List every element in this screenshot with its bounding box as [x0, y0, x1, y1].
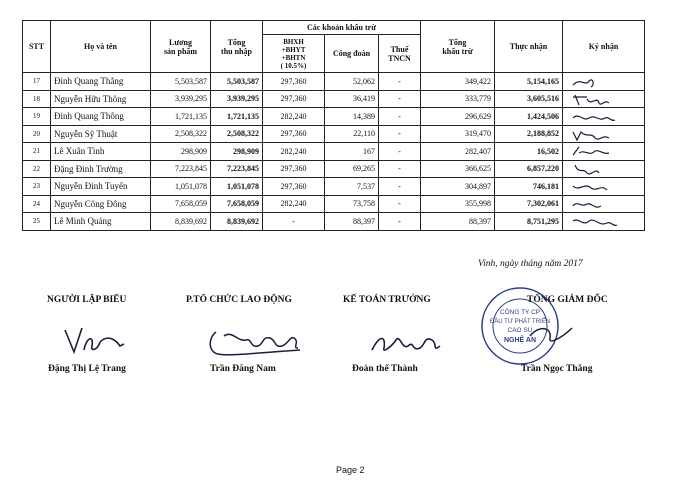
cell-income: 3,939,295 — [211, 90, 263, 108]
cell-salary: 5,503,587 — [151, 73, 211, 91]
signature-cell — [563, 178, 645, 196]
cell-net-pay: 5,154,165 — [495, 73, 563, 91]
payroll-table — [22, 20, 645, 231]
handwritten-signature — [563, 178, 643, 194]
role-general-director: TỔNG GIÁM ĐỐC — [527, 295, 608, 305]
cell-insurance: 297,360 — [263, 178, 325, 196]
cell-salary: 3,939,295 — [151, 90, 211, 108]
cell-total-deductions: 349,422 — [421, 73, 495, 91]
cell-salary: 2,508,322 — [151, 125, 211, 143]
cell-salary: 298,909 — [151, 143, 211, 161]
signature-cell — [563, 160, 645, 178]
cell-tax: - — [379, 143, 421, 161]
table-row — [23, 125, 645, 143]
cell-tax: - — [379, 213, 421, 231]
cell-insurance: 297,360 — [263, 125, 325, 143]
handwritten-signature — [563, 213, 643, 229]
handwritten-signature — [563, 91, 643, 107]
signature-cell — [563, 90, 645, 108]
svg-text:NGHỆ AN: NGHỆ AN — [503, 337, 537, 344]
cell-insurance: - — [263, 213, 325, 231]
cell-salary: 1,051,078 — [151, 178, 211, 196]
cell-stt: 17 — [23, 73, 51, 91]
cell-tax: - — [379, 73, 421, 91]
header-union: Công đoàn — [325, 35, 379, 73]
cell-insurance: 297,360 — [263, 73, 325, 91]
cell-stt: 25 — [23, 213, 51, 231]
preparer-signature — [60, 320, 130, 358]
signature-cell — [563, 195, 645, 213]
cell-income: 2,508,322 — [211, 125, 263, 143]
cell-net-pay: 746,181 — [495, 178, 563, 196]
table-row — [23, 178, 645, 196]
signature-cell — [563, 125, 645, 143]
handwritten-signature — [563, 108, 643, 124]
handwritten-signature — [563, 126, 643, 142]
cell-net-pay: 3,605,516 — [495, 90, 563, 108]
header-tax: Thuế TNCN — [379, 35, 421, 73]
cell-tax: - — [379, 178, 421, 196]
cell-net-pay: 7,302,061 — [495, 195, 563, 213]
table-row — [23, 108, 645, 126]
signature-cell — [563, 143, 645, 161]
cell-total-deductions: 282,407 — [421, 143, 495, 161]
table-row — [23, 73, 645, 91]
cell-income: 8,839,692 — [211, 213, 263, 231]
cell-name: Nguyễn Sỹ Thuật — [51, 125, 151, 143]
table-row — [23, 143, 645, 161]
cell-salary: 7,658,059 — [151, 195, 211, 213]
labor-dept-name: Trần Đăng Nam — [210, 364, 276, 374]
date-line: Vinh, ngày tháng năm 2017 — [478, 259, 583, 269]
cell-total-deductions: 304,897 — [421, 178, 495, 196]
role-preparer: NGƯỜI LẬP BIỂU — [47, 295, 127, 305]
cell-income: 7,658,059 — [211, 195, 263, 213]
cell-stt: 18 — [23, 90, 51, 108]
cell-total-deductions: 366,625 — [421, 160, 495, 178]
handwritten-signature — [563, 143, 643, 159]
header-deductions-group: Các khoản khấu trừ — [263, 21, 421, 35]
cell-name: Lê Xuân Tình — [51, 143, 151, 161]
chief-accountant-name: Đoàn thế Thành — [352, 364, 418, 374]
signature-cell — [563, 213, 645, 231]
cell-total-deductions: 319,470 — [421, 125, 495, 143]
signature-cell — [563, 73, 645, 91]
cell-name: Đinh Quang Thông — [51, 108, 151, 126]
cell-income: 1,051,078 — [211, 178, 263, 196]
cell-tax: - — [379, 160, 421, 178]
cell-name: Lê Minh Quảng — [51, 213, 151, 231]
cell-total-deductions: 355,998 — [421, 195, 495, 213]
chief-accountant-signature — [366, 324, 446, 358]
cell-tax: - — [379, 90, 421, 108]
cell-union: 69,265 — [325, 160, 379, 178]
cell-union: 167 — [325, 143, 379, 161]
header-name: Họ và tên — [51, 21, 151, 73]
cell-income: 1,721,135 — [211, 108, 263, 126]
cell-stt: 19 — [23, 108, 51, 126]
cell-name: Nguyễn Công Đông — [51, 195, 151, 213]
header-income: Tổng thu nhập — [211, 21, 263, 73]
cell-income: 5,503,587 — [211, 73, 263, 91]
cell-net-pay: 1,424,506 — [495, 108, 563, 126]
cell-tax: - — [379, 125, 421, 143]
cell-tax: - — [379, 195, 421, 213]
cell-insurance: 282,240 — [263, 195, 325, 213]
cell-union: 73,758 — [325, 195, 379, 213]
header-signature: Ký nhận — [563, 21, 645, 73]
header-salary: Lương sản phẩm — [151, 21, 211, 73]
cell-tax: - — [379, 108, 421, 126]
table-row — [23, 160, 645, 178]
role-labor-dept: P.TỔ CHỨC LAO ĐỘNG — [186, 295, 292, 305]
cell-total-deductions: 333,779 — [421, 90, 495, 108]
company-seal — [460, 284, 580, 368]
labor-dept-signature — [204, 318, 314, 362]
cell-union: 36,419 — [325, 90, 379, 108]
cell-insurance: 297,360 — [263, 90, 325, 108]
cell-insurance: 282,240 — [263, 143, 325, 161]
cell-insurance: 282,240 — [263, 108, 325, 126]
cell-union: 52,062 — [325, 73, 379, 91]
cell-income: 7,223,845 — [211, 160, 263, 178]
header-net-pay: Thực nhận — [495, 21, 563, 73]
header-insurance: BHXH +BHYT +BHTN ( 10.5%) — [263, 35, 325, 73]
handwritten-signature — [563, 161, 643, 177]
cell-union: 7,537 — [325, 178, 379, 196]
svg-text:CÔNG TY CP: CÔNG TY CP — [499, 309, 541, 316]
cell-union: 14,389 — [325, 108, 379, 126]
header-total-deductions: Tổng khấu trừ — [421, 21, 495, 73]
cell-stt: 20 — [23, 125, 51, 143]
cell-insurance: 297,360 — [263, 160, 325, 178]
cell-stt: 21 — [23, 143, 51, 161]
cell-name: Nguyễn Đình Tuyến — [51, 178, 151, 196]
svg-text:CAO SU: CAO SU — [507, 327, 533, 334]
cell-salary: 8,839,692 — [151, 213, 211, 231]
cell-net-pay: 16,502 — [495, 143, 563, 161]
cell-net-pay: 6,857,220 — [495, 160, 563, 178]
role-chief-accountant: KẾ TOÁN TRƯỞNG — [343, 295, 431, 305]
cell-total-deductions: 88,397 — [421, 213, 495, 231]
cell-salary: 7,223,845 — [151, 160, 211, 178]
cell-net-pay: 2,188,852 — [495, 125, 563, 143]
table-row — [23, 195, 645, 213]
signature-cell — [563, 108, 645, 126]
cell-stt: 23 — [23, 178, 51, 196]
svg-text:ĐẦU TƯ PHÁT TRIỂN: ĐẦU TƯ PHÁT TRIỂN — [489, 319, 551, 325]
general-director-name: Trần Ngọc Thắng — [521, 364, 593, 374]
cell-name: Nguyễn Hữu Thông — [51, 90, 151, 108]
cell-salary: 1,721,135 — [151, 108, 211, 126]
cell-income: 298,909 — [211, 143, 263, 161]
header-stt: STT — [23, 21, 51, 73]
handwritten-signature — [563, 73, 643, 89]
cell-union: 22,110 — [325, 125, 379, 143]
payroll-rows — [23, 73, 645, 231]
cell-net-pay: 8,751,295 — [495, 213, 563, 231]
cell-name: Đặng Đình Trường — [51, 160, 151, 178]
table-row — [23, 90, 645, 108]
cell-total-deductions: 296,629 — [421, 108, 495, 126]
cell-name: Đinh Quang Thắng — [51, 73, 151, 91]
handwritten-signature — [563, 196, 643, 212]
page-number: Page 2 — [336, 465, 365, 475]
cell-stt: 22 — [23, 160, 51, 178]
cell-union: 88,397 — [325, 213, 379, 231]
table-row — [23, 213, 645, 231]
preparer-name: Đặng Thị Lệ Trang — [48, 364, 126, 374]
cell-stt: 24 — [23, 195, 51, 213]
